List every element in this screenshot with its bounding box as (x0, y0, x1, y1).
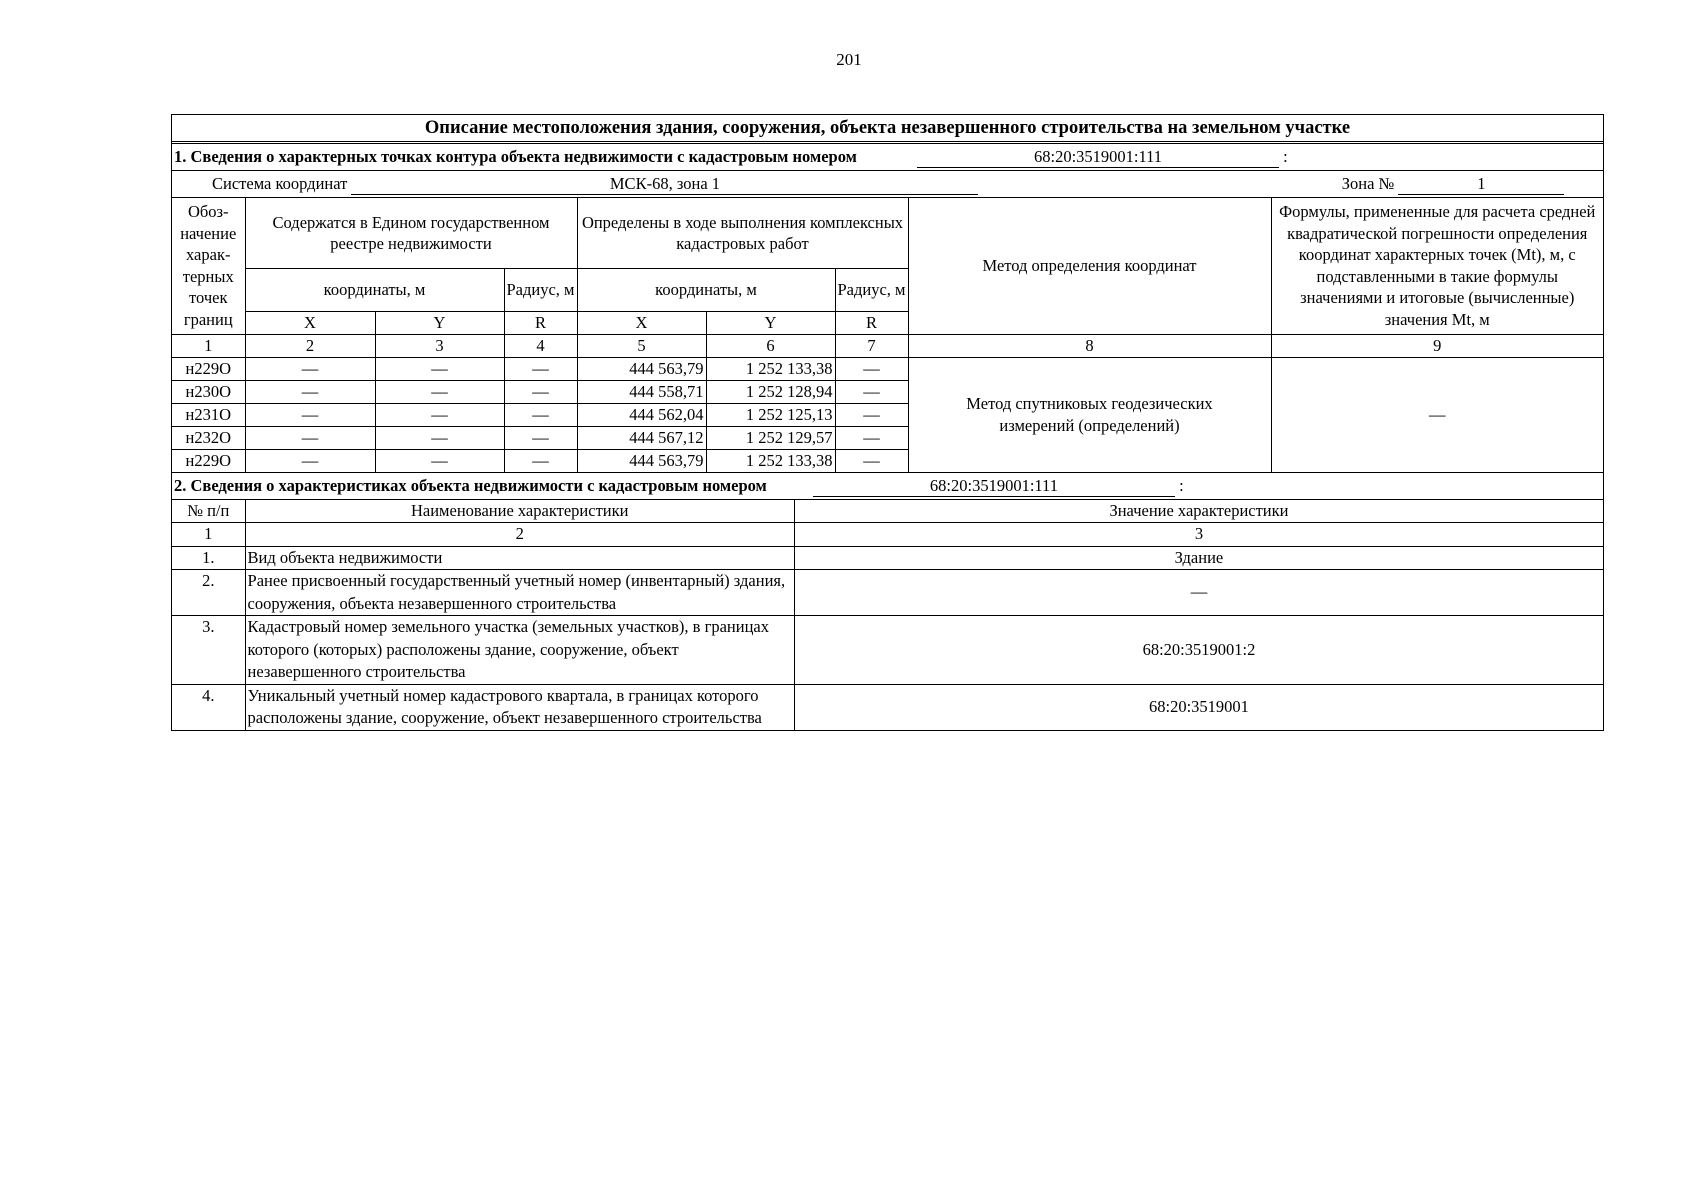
col-number: 1 (172, 334, 245, 357)
col-number: 2 (245, 523, 794, 547)
points-table (172, 197, 1603, 473)
char-value: — (794, 570, 1603, 616)
coord-r: — (835, 357, 908, 380)
zone-label: Зона № (1341, 174, 1395, 193)
header-egrn-x: X (245, 312, 375, 335)
egrn-r: — (504, 380, 577, 403)
coord-x: 444 567,12 (577, 426, 706, 449)
characteristics-table (172, 499, 1603, 730)
egrn-y: — (375, 449, 504, 472)
egrn-x: — (245, 380, 375, 403)
header-char-value: Значение характеристики (794, 499, 1603, 523)
section2-header (172, 473, 1603, 499)
egrn-y: — (375, 426, 504, 449)
char-name: Кадастровый номер земельного участка (земельных участков), в границах которого (которых) расположены здание, сооружение, объект незавершенного строительства (245, 616, 794, 685)
egrn-r: — (504, 449, 577, 472)
point-name: н229О (172, 449, 245, 472)
coord-x: 444 563,79 (577, 449, 706, 472)
header-formula: Формулы, примененные для расчета средней квадратической погрешности определения координат характерных точек (Mt), м, с подставленными в такие формулы значениями и итоговые (вычисленные) значения Mt, м (1271, 198, 1603, 335)
page-number: 201 (836, 50, 862, 69)
col-number: 4 (504, 334, 577, 357)
char-value: 68:20:3519001 (794, 684, 1603, 730)
coord-system-row (172, 171, 1603, 197)
header-egrn-radius: Радиус, м (504, 269, 577, 312)
col-number: 7 (835, 334, 908, 357)
section1-cadastral-number: 68:20:3519001:111 (917, 146, 1279, 168)
col-number: 3 (375, 334, 504, 357)
char-name: Вид объекта недвижимости (245, 546, 794, 570)
col-number: 8 (908, 334, 1271, 357)
egrn-r: — (504, 403, 577, 426)
header-kkr-r: R (835, 312, 908, 335)
table-row (172, 684, 1603, 730)
section2-colon: : (1179, 475, 1184, 495)
zone-value: 1 (1398, 173, 1564, 195)
char-name: Уникальный учетный номер кадастрового квартала, в границах которого расположены здание, сооружение, объект незавершенного строительства (245, 684, 794, 730)
egrn-r: — (504, 426, 577, 449)
section1-header (172, 144, 1603, 171)
header-char-name: Наименование характеристики (245, 499, 794, 523)
col-number: 9 (1271, 334, 1603, 357)
egrn-y: — (375, 403, 504, 426)
char-num: 1. (172, 546, 245, 570)
coord-y: 1 252 125,13 (706, 403, 835, 426)
formula-value: — (1271, 357, 1603, 472)
col-number: 5 (577, 334, 706, 357)
section2-label: 2. Сведения о характеристиках объекта недвижимости с кадастровым номером (174, 475, 767, 495)
table-row (172, 570, 1603, 616)
header-egrn-r: R (504, 312, 577, 335)
coord-r: — (835, 403, 908, 426)
char-num: 3. (172, 616, 245, 685)
col-number: 3 (794, 523, 1603, 547)
section1-colon: : (1283, 147, 1288, 166)
coord-y: 1 252 133,38 (706, 357, 835, 380)
header-egrn-y: Y (375, 312, 504, 335)
char-num: 4. (172, 684, 245, 730)
point-name: н231О (172, 403, 245, 426)
column-numbers-row (172, 334, 1603, 357)
header-kkr: Определены в ходе выполнения комплексных кадастровых работ (577, 198, 908, 269)
egrn-r: — (504, 357, 577, 380)
section1-label: 1. Сведения о характерных точках контура объекта недвижимости с кадастровым номером (174, 147, 857, 166)
col-number: 2 (245, 334, 375, 357)
coord-r: — (835, 449, 908, 472)
egrn-x: — (245, 357, 375, 380)
char-value: 68:20:3519001:2 (794, 616, 1603, 685)
document-title: Описание местоположения здания, сооружения, объекта незавершенного строительства на земельном участке (172, 115, 1603, 143)
header-method: Метод определения координат (908, 198, 1271, 335)
point-name: н232О (172, 426, 245, 449)
title-table (172, 115, 1603, 144)
coord-x: 444 558,71 (577, 380, 706, 403)
header-kkr-radius: Радиус, м (835, 269, 908, 312)
header-num: № п/п (172, 499, 245, 523)
coord-system-value: МСК-68, зона 1 (351, 173, 978, 195)
egrn-x: — (245, 426, 375, 449)
col-number: 1 (172, 523, 245, 547)
char-value: Здание (794, 546, 1603, 570)
coord-y: 1 252 133,38 (706, 449, 835, 472)
egrn-y: — (375, 357, 504, 380)
egrn-x: — (245, 403, 375, 426)
char-num: 2. (172, 570, 245, 616)
coord-system-label: Система координат (212, 174, 348, 193)
header-designation: Обоз-начение харак-терных точек границ (172, 198, 245, 335)
table-row (172, 357, 1603, 380)
section2-cadastral-number: 68:20:3519001:111 (813, 475, 1175, 497)
table-row (172, 546, 1603, 570)
coord-x: 444 563,79 (577, 357, 706, 380)
point-name: н230О (172, 380, 245, 403)
header-kkr-coords: координаты, м (577, 269, 835, 312)
table-row (172, 616, 1603, 685)
header-kkr-y: Y (706, 312, 835, 335)
header-egrn: Содержатся в Едином государственном реестре недвижимости (245, 198, 577, 269)
header-egrn-coords: координаты, м (245, 269, 504, 312)
header-kkr-x: X (577, 312, 706, 335)
coord-x: 444 562,04 (577, 403, 706, 426)
coord-r: — (835, 426, 908, 449)
char-name: Ранее присвоенный государственный учетный номер (инвентарный) здания, сооружения, объекта незавершенного строительства (245, 570, 794, 616)
egrn-x: — (245, 449, 375, 472)
coord-y: 1 252 129,57 (706, 426, 835, 449)
col-number: 6 (706, 334, 835, 357)
coord-r: — (835, 380, 908, 403)
document-frame (171, 114, 1604, 731)
point-name: н229О (172, 357, 245, 380)
egrn-y: — (375, 380, 504, 403)
coord-y: 1 252 128,94 (706, 380, 835, 403)
method-value: Метод спутниковых геодезических измерений (определений) (908, 357, 1271, 472)
